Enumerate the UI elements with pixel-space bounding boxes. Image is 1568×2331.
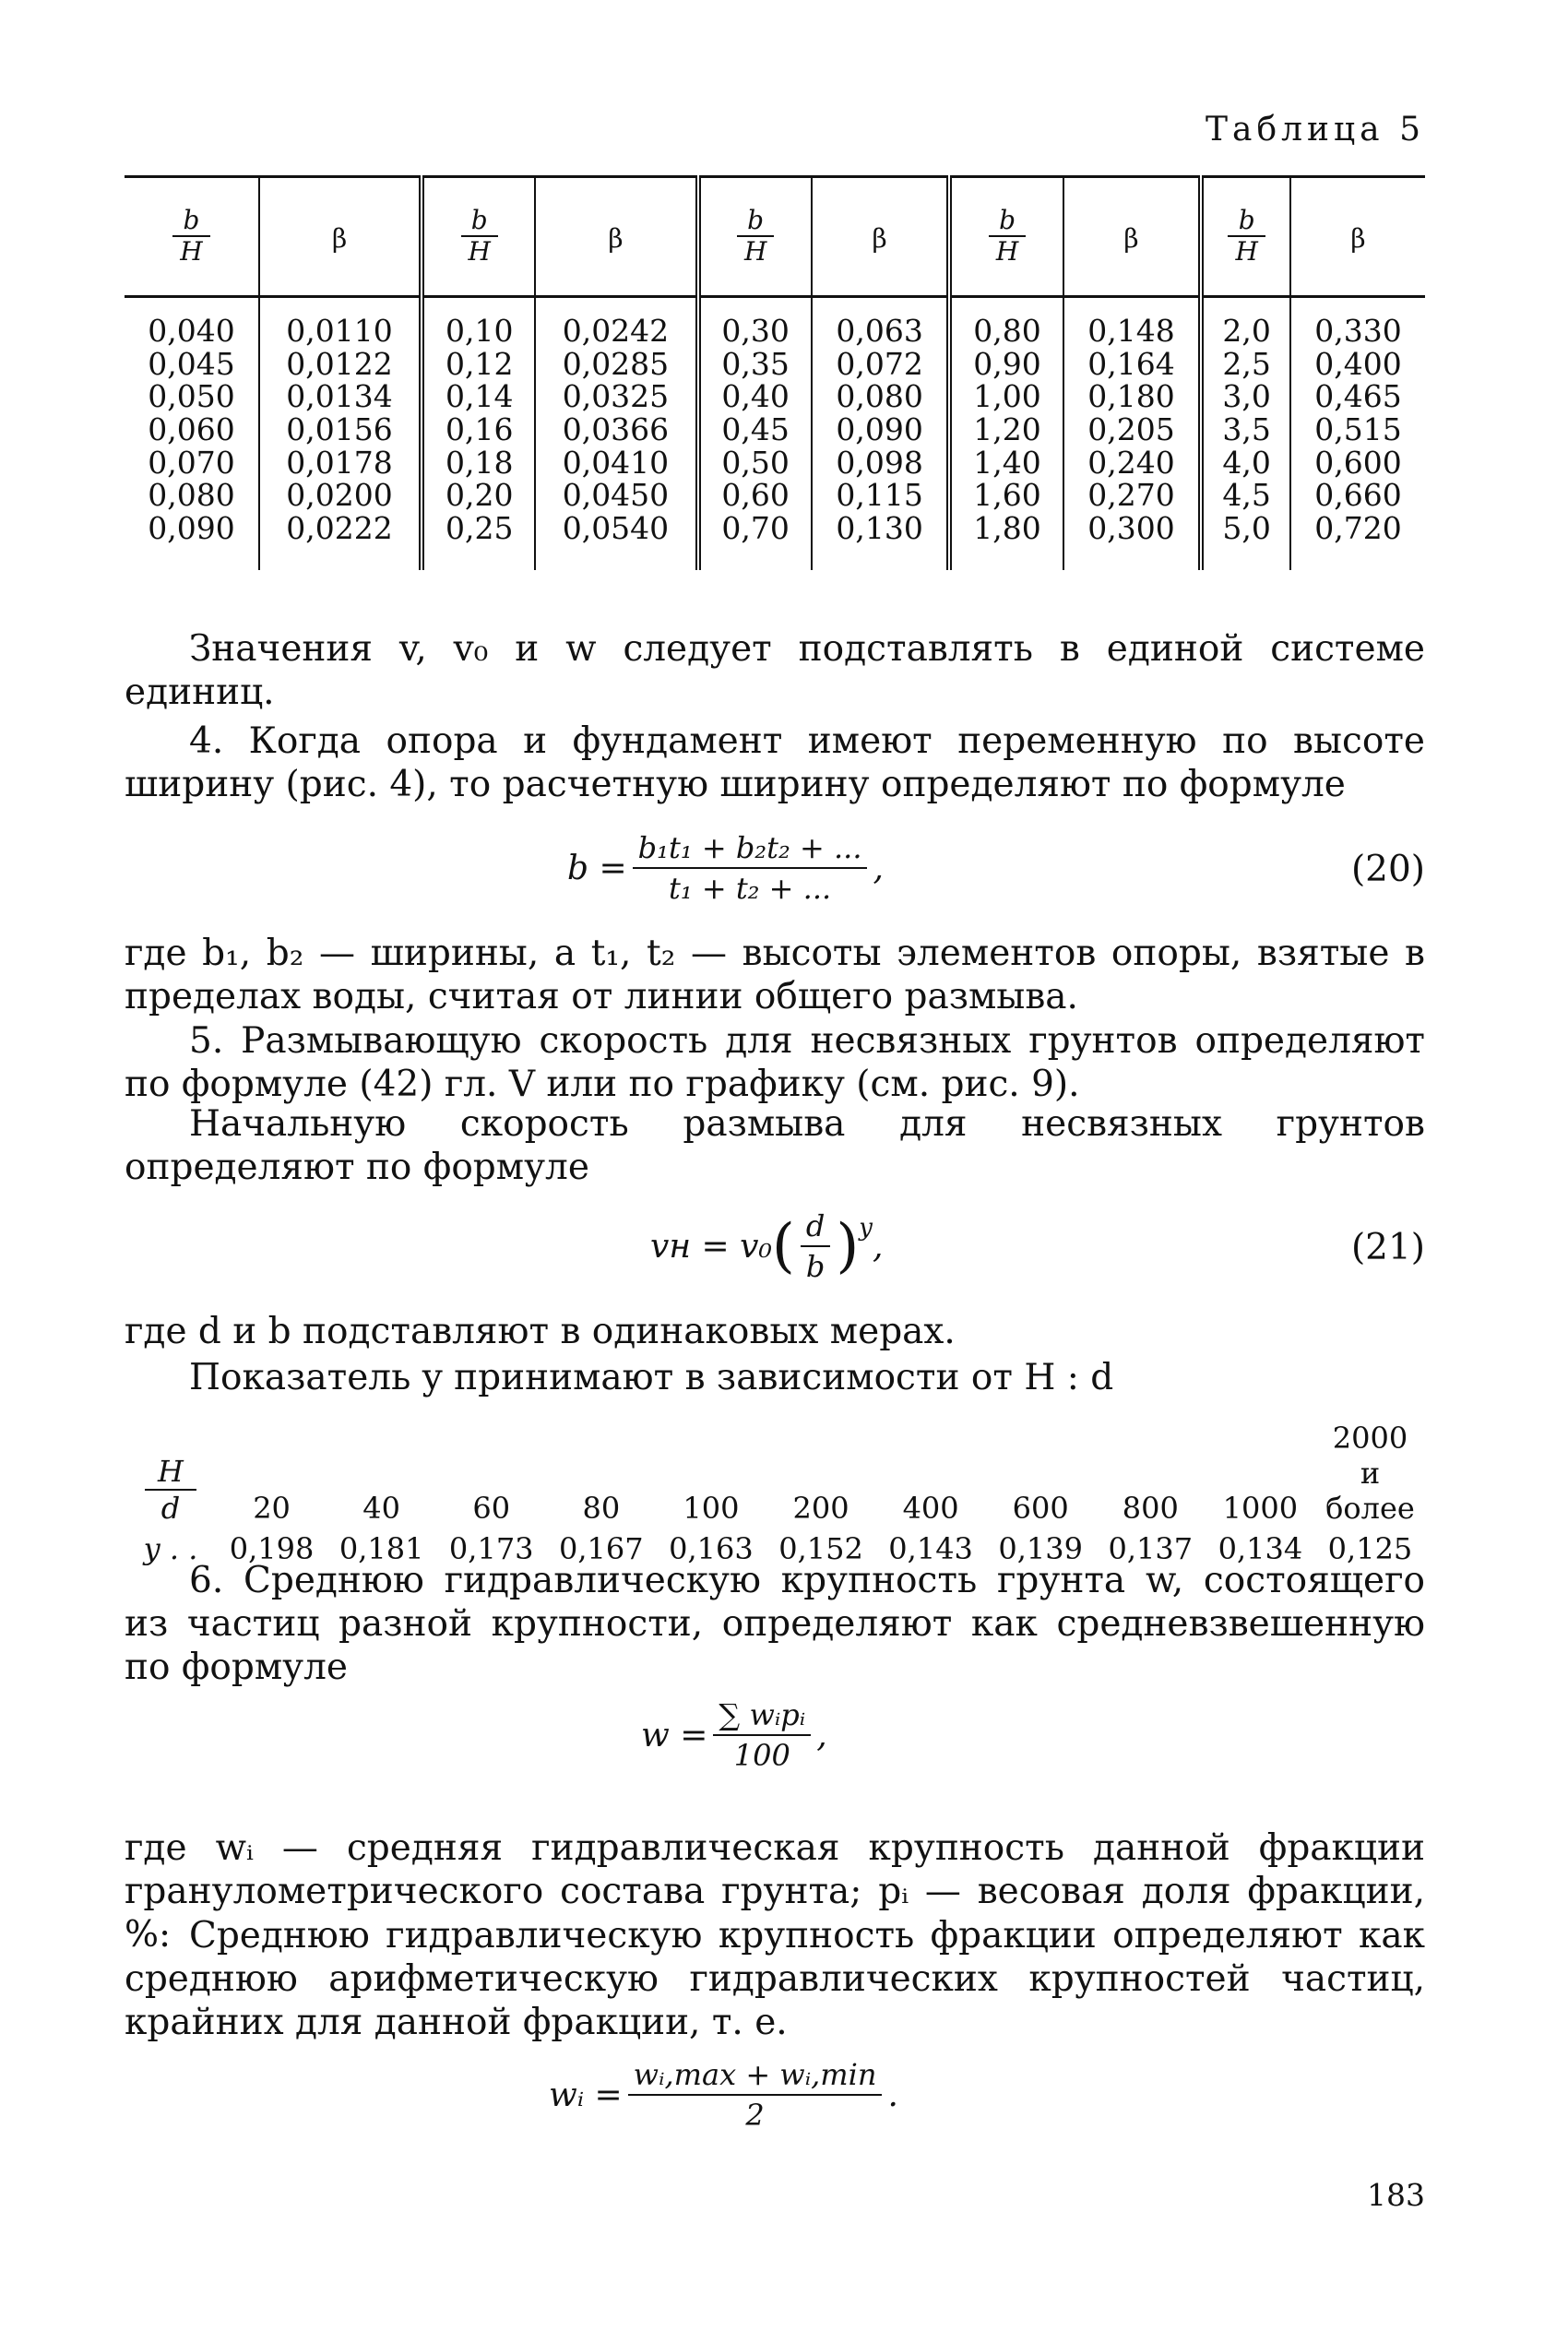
- y-label: y . .: [143, 1531, 198, 1566]
- hd-cell: 80: [582, 1491, 621, 1526]
- header-beta: β: [1063, 177, 1202, 297]
- hd-cell: 1000: [1222, 1491, 1299, 1526]
- y-cell: 0,198: [229, 1531, 315, 1566]
- header-beta: β: [812, 177, 950, 297]
- y-cell: 0,163: [669, 1531, 754, 1566]
- equation-number-21: (21): [1350, 1227, 1425, 1268]
- col-bh-2: 0,10 0,12 0,14 0,16 0,18 0,20 0,25: [422, 297, 535, 571]
- hd-cell: 20: [253, 1491, 291, 1526]
- header-bh: $\frac{b}{H}$: [125, 177, 259, 297]
- paragraph-20-where: где b₁, b₂ — ширины, а t₁, t₂ — высоты элементов опоры, взятые в пределах воды, считая от линии общего размыва.: [125, 933, 1425, 1017]
- table-5: [125, 175, 1425, 570]
- page-number: 183: [1367, 2177, 1425, 2213]
- paragraph-5: 5. Размывающую скорость для несвязных грунтов определяют по формуле (42) гл. V или по графику (см. рис. 9).: [125, 1020, 1425, 1105]
- formula-w-denominator: 100: [733, 1738, 790, 1773]
- formula-20-lhs: b =: [567, 849, 627, 887]
- left-paren: (: [771, 1212, 795, 1280]
- y-cell: 0,173: [448, 1531, 534, 1566]
- paragraph-w-where: где wᵢ — средняя гидравлическая крупность данной фракции гранулометрического состава грунта; pᵢ — весовая доля фракции, %:: [125, 1827, 1425, 1956]
- hd-label: $\frac{H}{d}$: [125, 1454, 217, 1526]
- col-bh-3: 0,30 0,35 0,40 0,45 0,50 0,60 0,70: [698, 297, 812, 571]
- y-cell: 0,143: [888, 1531, 973, 1566]
- header-beta: β: [1290, 177, 1425, 297]
- formula-21: [650, 1208, 883, 1284]
- header-beta: β: [535, 177, 697, 297]
- equation-number-20: (20): [1350, 849, 1425, 890]
- formula-21-denominator: b: [805, 1249, 826, 1284]
- formula-wi: [549, 2057, 898, 2133]
- table-caption: Таблица 5: [1206, 111, 1425, 149]
- y-cell: 0,181: [339, 1531, 424, 1566]
- hd-cell-last: 2000 и более: [1325, 1421, 1415, 1526]
- formula-20: [567, 830, 884, 906]
- formula-wi-numerator: wᵢ,max + wᵢ,min: [628, 2057, 883, 2096]
- formula-20-fraction: [633, 830, 868, 906]
- paragraph-units: Значения v, v₀ и w следует подставлять в единой системе единиц.: [125, 628, 1425, 713]
- header-beta: β: [259, 177, 422, 297]
- paragraph-average: Среднюю гидравлическую крупность фракции определяют как среднюю арифметическую гидравлических крупностей частиц, крайних для данной фракции, т. е.: [125, 1915, 1425, 2043]
- y-cell: 0,167: [559, 1531, 644, 1566]
- paragraph-6: 6. Среднюю гидравлическую крупность грунта w, состоящего из частиц разной крупности, определяют как средневзвешенную по формуле: [125, 1560, 1425, 1688]
- header-bh: $\frac{b}{H}$: [949, 177, 1063, 297]
- col-beta-4: 0,148 0,164 0,180 0,205 0,240 0,270 0,300: [1063, 297, 1202, 571]
- col-beta-2: 0,0242 0,0285 0,0325 0,0366 0,0410 0,0450 0,0540: [535, 297, 697, 571]
- y-cell: 0,152: [778, 1531, 863, 1566]
- paragraph-4: 4. Когда опора и фундамент имеют переменную по высоте ширину (рис. 4), то расчетную ширину определяют по формуле: [125, 720, 1425, 805]
- formula-w-lhs: w =: [641, 1716, 708, 1754]
- header-bh: $\frac{b}{H}$: [1201, 177, 1290, 297]
- formula-21-numerator: d: [801, 1208, 830, 1247]
- right-paren: ): [836, 1212, 860, 1280]
- paragraph-5b: Начальную скорость размыва для несвязных грунтов определяют по формуле: [125, 1103, 1425, 1188]
- table-header-row: [125, 177, 1425, 297]
- formula-w-numerator: ∑ wᵢpᵢ: [713, 1697, 811, 1736]
- formula-20-numerator: b₁t₁ + b₂t₂ + ...: [633, 830, 868, 869]
- formula-w: [641, 1697, 827, 1773]
- hd-cell: 100: [683, 1491, 740, 1526]
- hd-table: [125, 1421, 1425, 1566]
- formula-w-tail: ,: [816, 1716, 827, 1754]
- col-beta-5: 0,330 0,400 0,465 0,515 0,600 0,660 0,720: [1290, 297, 1425, 571]
- hd-row-h-d: [125, 1421, 1425, 1526]
- col-bh-4: 0,80 0,90 1,00 1,20 1,40 1,60 1,80: [949, 297, 1063, 571]
- formula-20-denominator: t₁ + t₂ + ...: [668, 871, 832, 906]
- formula-w-fraction: [713, 1697, 811, 1773]
- y-cell: 0,139: [998, 1531, 1083, 1566]
- hd-cell: 400: [902, 1491, 959, 1526]
- hd-cell: 800: [1122, 1491, 1179, 1526]
- y-cell: 0,134: [1218, 1531, 1303, 1566]
- hd-cell: 600: [1012, 1491, 1069, 1526]
- col-bh-1: 0,040 0,045 0,050 0,060 0,070 0,080 0,090: [148, 313, 235, 546]
- header-bh: $\frac{b}{H}$: [698, 177, 812, 297]
- y-cell: 0,137: [1108, 1531, 1194, 1566]
- col-beta-3: 0,063 0,072 0,080 0,090 0,098 0,115 0,130: [812, 297, 950, 571]
- formula-20-tail: ,: [873, 849, 884, 887]
- hd-cell: 40: [362, 1491, 400, 1526]
- hd-cell: 200: [792, 1491, 849, 1526]
- col-beta-1: 0,0110 0,0122 0,0134 0,0156 0,0178 0,0200 0,0222: [259, 297, 422, 571]
- paragraph-21-where: где d и b подставляют в одинаковых мерах.: [125, 1311, 956, 1352]
- formula-21-exponent: y: [859, 1214, 873, 1242]
- formula-wi-tail: .: [887, 2075, 898, 2114]
- paragraph-y: Показатель y принимают в зависимости от H : d: [189, 1357, 1114, 1398]
- formula-wi-lhs: wᵢ =: [549, 2075, 623, 2114]
- header-bh: $\frac{b}{H}$: [422, 177, 535, 297]
- y-cell: 0,125: [1327, 1531, 1413, 1566]
- formula-21-fraction: [801, 1208, 830, 1284]
- hd-cell: 60: [472, 1491, 511, 1526]
- formula-21-tail: ,: [873, 1227, 884, 1266]
- col-bh-5: 2,0 2,5 3,0 3,5 4,0 4,5 5,0: [1201, 297, 1290, 571]
- table-body-row: [125, 297, 1425, 571]
- formula-21-lhs: vн = v₀: [650, 1227, 772, 1266]
- formula-wi-fraction: [628, 2057, 883, 2133]
- formula-wi-denominator: 2: [745, 2098, 765, 2133]
